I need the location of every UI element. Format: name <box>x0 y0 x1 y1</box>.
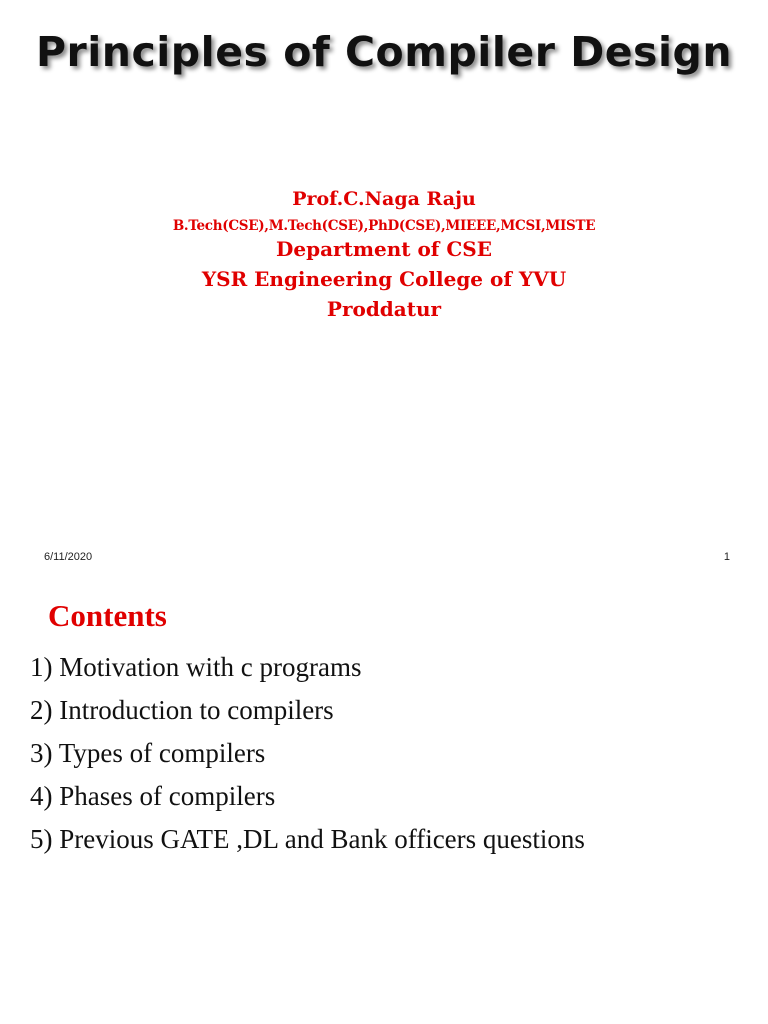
contents-item: 1) Motivation with c programs <box>30 652 362 682</box>
slide-title: Principles of Compiler Design <box>35 28 733 76</box>
contents-item: 3) Types of compilers <box>30 738 266 768</box>
page-number: 1 <box>723 551 730 563</box>
contents-list <box>30 646 585 861</box>
department-name: Department of CSE <box>276 237 492 261</box>
city-name: Proddatur <box>326 297 442 321</box>
author-qualifications: B.Tech(CSE),M.Tech(CSE),PhD(CSE),MIEEE,MCSI,MISTE <box>172 218 596 234</box>
college-name: YSR Engineering College of YVU <box>201 267 567 291</box>
contents-item: 5) Previous GATE ,DL and Bank officers questions <box>30 824 585 854</box>
contents-item: 4) Phases of compilers <box>30 781 276 811</box>
contents-item: 2) Introduction to compilers <box>30 695 334 725</box>
contents-slide <box>0 576 768 1024</box>
author-block <box>0 184 768 324</box>
contents-heading: Contents <box>48 598 167 633</box>
author-name: Prof.C.Naga Raju <box>292 188 476 210</box>
footer-date: 6/11/2020 <box>44 551 93 563</box>
